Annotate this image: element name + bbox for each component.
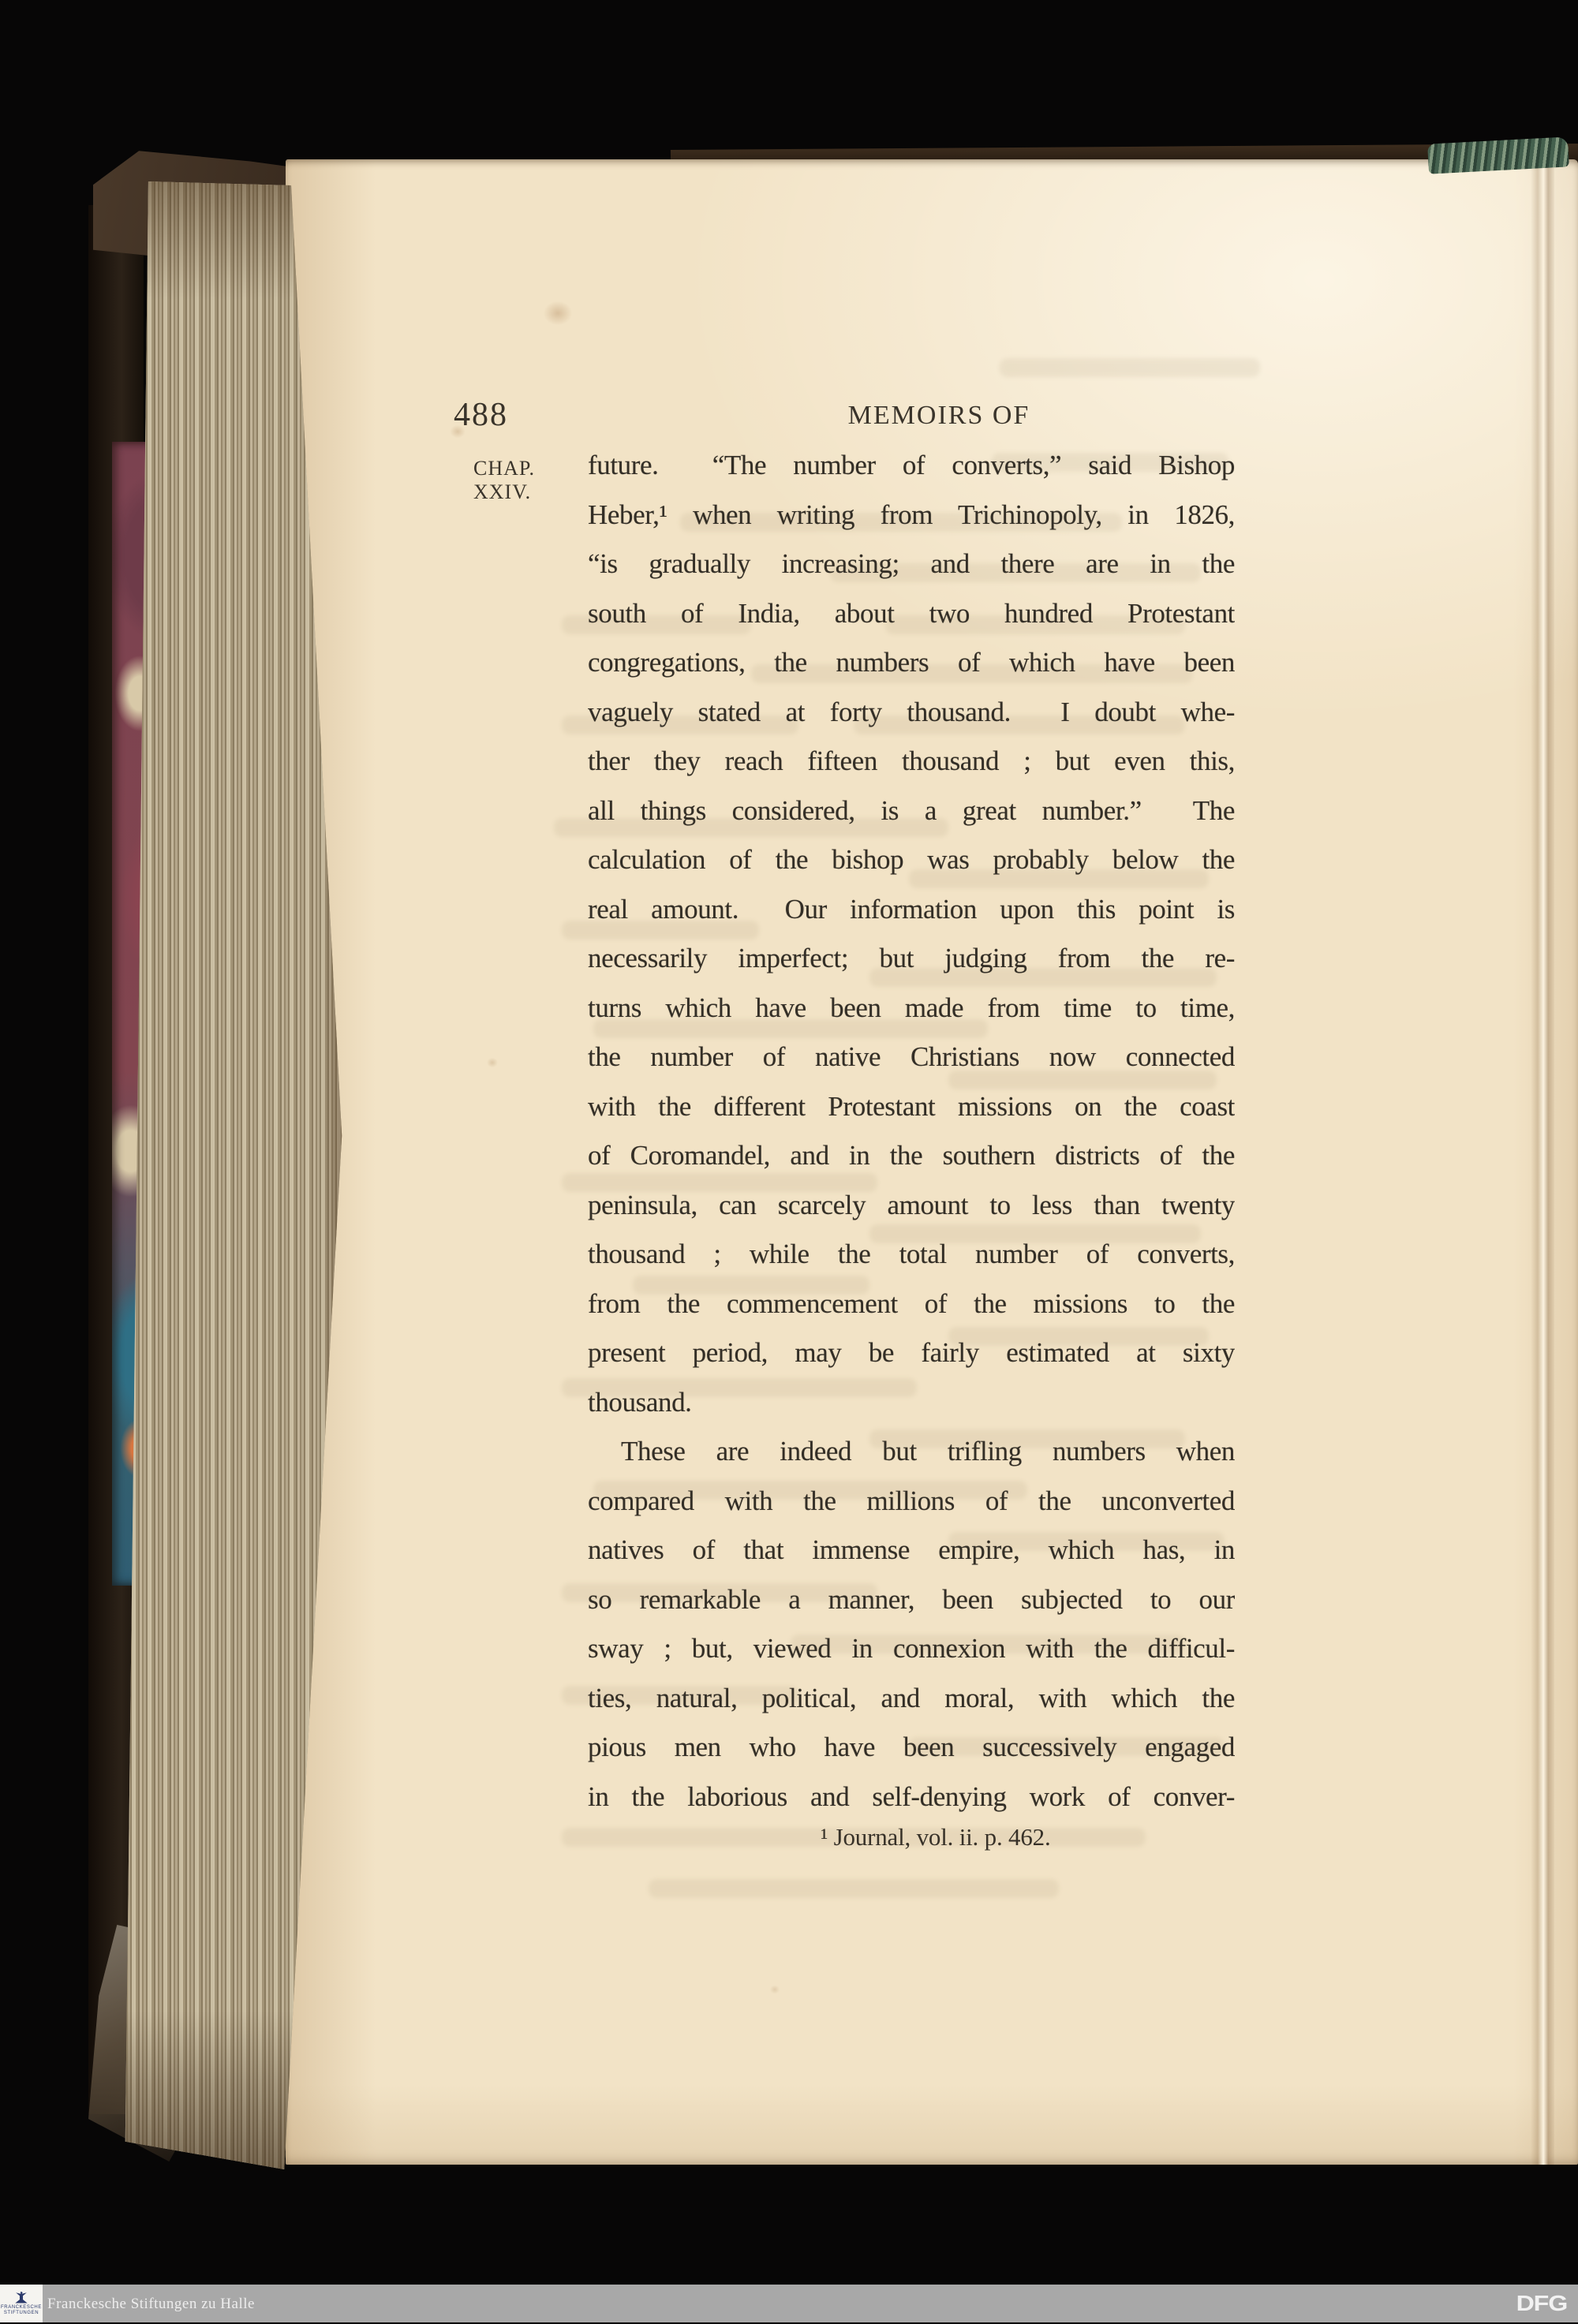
body-text-line: congregations, the numbers of which have been [588,647,1235,678]
body-text-line: so remarkable a manner, been subjected to our [588,1583,1235,1615]
book-page [286,159,1578,2165]
logo-text-line: FRANCKESCHE [1,2304,42,2310]
franckesche-stiftungen-emblem-icon [15,2292,28,2303]
body-text-line: with the different Protestant missions on the coast [588,1090,1235,1122]
footnote: ¹ Journal, vol. ii. p. 462. [821,1823,1051,1851]
library-logo-box [0,2285,43,2322]
body-text-line: turns which have been made from time to time, [588,992,1235,1023]
body-text-line: calculation of the bishop was probably below the [588,844,1235,875]
body-text-line: peninsula, can scarcely amount to less than twenty [588,1189,1235,1220]
body-text-line: ther they reach fifteen thousand ; but even this, [588,745,1235,776]
body-text-line: sway ; but, viewed in connexion with the difficul- [588,1633,1235,1664]
body-text-line: natives of that immense empire, which has, in [588,1534,1235,1565]
showthrough-text-smudge [649,1879,1059,1898]
body-text-line: future. “The number of converts,” said Bishop [588,450,1235,480]
body-text-block [588,441,1235,1821]
chapter-note-line: XXIV. [473,480,532,503]
body-text-line: pious men who have been successively engaged [588,1732,1235,1762]
chapter-note-line: CHAP. [473,457,535,480]
body-text-line: compared with the millions of the unconverted [588,1485,1235,1516]
body-text-line: necessarily imperfect; but judging from the re- [588,943,1235,973]
body-text-line: thousand. [588,1386,692,1418]
page-gutter-crease [1531,159,1554,2165]
body-text-line: These are indeed but trifling numbers when [621,1436,1235,1467]
body-text-line: south of India, about two hundred Protestant [588,597,1235,629]
body-text-line: of Coromandel, and in the southern districts of the [588,1140,1235,1171]
logo-text-line: STIFTUNGEN [3,2310,39,2315]
showthrough-text-smudge [1000,358,1260,377]
body-text-line: “is gradually increasing; and there are in the [588,548,1235,579]
dfg-logo: DFG [1516,2291,1567,2315]
body-text-line: present period, may be fairly estimated at sixty [588,1337,1235,1368]
body-text-line: thousand ; while the total number of converts, [588,1239,1235,1269]
chapter-margin-note [473,457,535,504]
library-name-label: Franckesche Stiftungen zu Halle [47,2296,255,2312]
digitization-footer-bar [0,2285,1578,2322]
page-number: 488 [454,397,508,433]
body-text-line: vaguely stated at forty thousand. I doubt whe- [588,696,1235,727]
body-text-line: the number of native Christians now connected [588,1041,1235,1072]
body-text-line: from the commencement of the missions to the [588,1287,1235,1319]
body-text-line: in the laborious and self-denying work of conver- [588,1780,1235,1812]
body-text-line: ties, natural, political, and moral, with which the [588,1682,1235,1713]
body-text-line: Heber,¹ when writing from Trichinopoly, in 1826, [588,499,1235,530]
running-header: MEMOIRS OF [847,401,1030,430]
body-text-line: all things considered, is a great number.” The [588,794,1235,826]
body-text-line: real amount. Our information upon this point is [588,893,1235,925]
